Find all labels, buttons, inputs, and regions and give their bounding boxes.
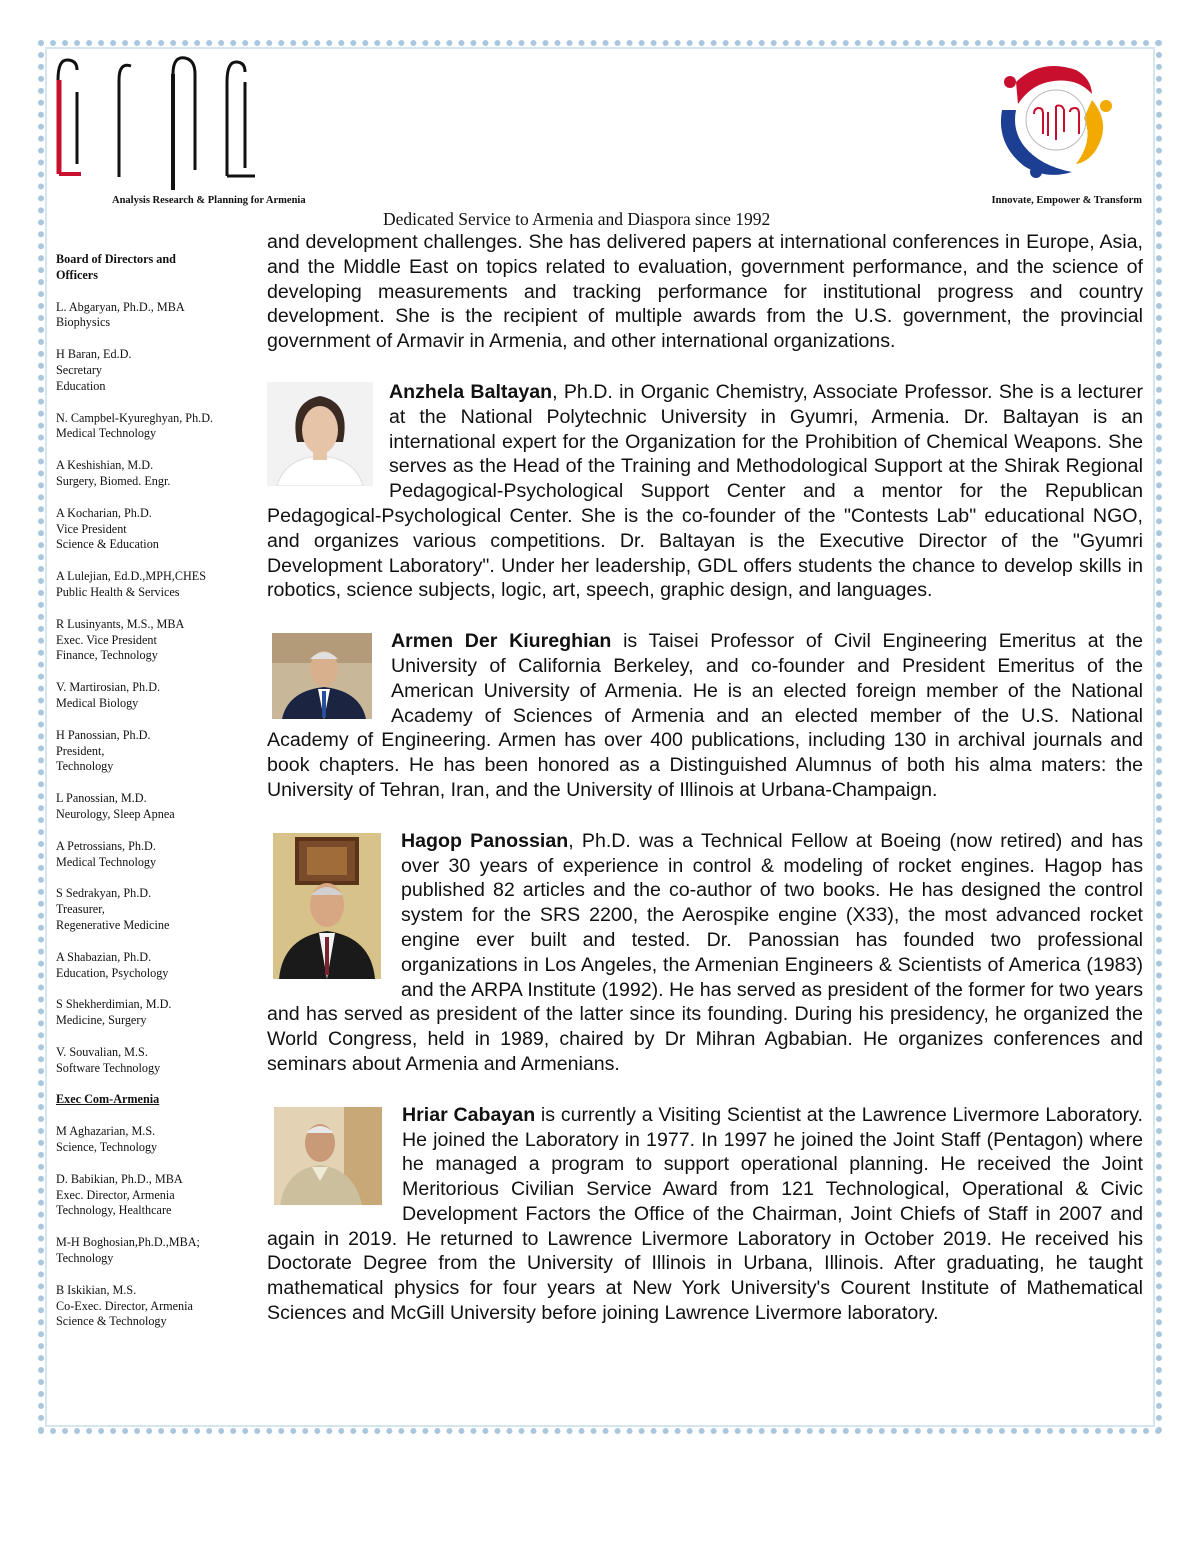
entry-detail: Medicine, Surgery	[56, 1013, 147, 1028]
directory-entry	[56, 1235, 241, 1267]
bio-der-kiureghian	[267, 629, 1143, 803]
directory-entry	[56, 950, 241, 982]
entry-name: R Lusinyants, M.S., MBA	[56, 616, 185, 631]
bio-baltayan	[267, 380, 1143, 603]
directory-entry	[56, 680, 241, 712]
portrait-photo-icon	[273, 833, 381, 979]
bio-name: Anzhela Baltayan	[389, 380, 553, 403]
portrait-photo-icon	[267, 382, 373, 486]
portrait-photo-icon	[272, 633, 372, 719]
entry-detail: Education, Psychology	[56, 965, 169, 980]
main-column	[267, 230, 1143, 1326]
entry-detail: Education	[56, 378, 106, 393]
bio-name: Armen Der Kiureghian	[391, 630, 612, 653]
entry-detail: Science, Technology	[56, 1140, 158, 1155]
entry-name: A Keshishian, M.D.	[56, 458, 154, 473]
directory-entry	[56, 411, 241, 443]
entry-name: A Shabazian, Ph.D.	[56, 949, 152, 964]
dedicated-service-line: Dedicated Service to Armenia and Diaspora since 1992	[383, 209, 771, 229]
entry-name: A Kocharian, Ph.D.	[56, 505, 152, 520]
directory-entry	[56, 300, 241, 332]
directory-entry	[56, 1124, 241, 1156]
entry-detail: Medical Biology	[56, 695, 139, 710]
entry-detail: Exec. Vice President	[56, 632, 157, 647]
entry-detail: Science & Education	[56, 537, 159, 552]
entry-detail: Co-Exec. Director, Armenia	[56, 1298, 193, 1313]
portrait-photo-icon	[274, 1107, 382, 1205]
entry-name: S Shekherdimian, M.D.	[56, 997, 172, 1012]
directory-entry	[56, 506, 241, 553]
entry-name: B Iskikian, M.S.	[56, 1282, 137, 1297]
tagline-left: Analysis Research & Planning for Armenia	[112, 195, 306, 206]
entry-name: N. Campbel-Kyureghyan, Ph.D.	[56, 410, 214, 425]
directory-entry	[56, 617, 241, 664]
continued-paragraph: and development challenges. She has delivered papers at international conferences in Europe, Asia, and the Middle East on topics related to evaluation, government performance, and the science of developing measurements and tracking performance for institutional progress and country development. She is the recipient of multiple awards from the U.S. government, the provincial government of Armavir in Armenia, and other international organizations.	[267, 231, 1143, 353]
bio-cabayan	[267, 1103, 1143, 1326]
directory-entry	[56, 839, 241, 871]
directory-entry	[56, 791, 241, 823]
arpa-wordmark-logo-icon	[55, 52, 265, 194]
entry-name: L. Abgaryan, Ph.D., MBA	[56, 299, 185, 314]
entry-detail: Vice President	[56, 521, 127, 536]
entry-detail: Finance, Technology	[56, 648, 158, 663]
bio-text: , Ph.D. in Organic Chemistry, Associate Professor. She is a lecturer at the National Polytechnic University in Gyumri, Armenia. Dr. Baltayan is an international expert for the Organization for the Prohibition of Chemical Weapons. She serves as the Head of the Training and Methodological Support at the Shirak Regional Pedagogical-Psychological Support Center and a mentor for the Republican Pedagogical-Psychological Center. She is the co-founder of the "Contests Lab" educational NGO, and organizes various competitions. Dr. Baltayan is the Executive Director of the "Gyumri Development Laboratory". Under her leadership, GDL offers students the chance to develop skills in robotics, science subjects, logic, art, speech, graphic design, and languages.	[267, 380, 1143, 602]
entry-detail: Medical Technology	[56, 854, 157, 869]
bio-name: Hriar Cabayan	[402, 1103, 536, 1126]
arpa-circular-logo-icon	[996, 60, 1116, 180]
entry-detail: Exec. Director, Armenia	[56, 1187, 175, 1202]
entry-detail: Technology	[56, 759, 114, 774]
bio-panossian	[267, 829, 1143, 1077]
entry-name: V. Souvalian, M.S.	[56, 1044, 148, 1059]
entry-name: A Lulejian, Ed.D.,MPH,CHES	[56, 569, 206, 584]
sidebar-directory	[56, 252, 241, 1346]
entry-name: H Panossian, Ph.D.	[56, 727, 151, 742]
entry-detail: Technology	[56, 1251, 114, 1266]
entry-name: S Sedrakyan, Ph.D.	[56, 886, 152, 901]
entry-detail: Biophysics	[56, 315, 111, 330]
board-list	[56, 300, 241, 1077]
bio-text: is currently a Visiting Scientist at the Lawrence Livermore Laboratory. He joined the Laboratory in 1977. In 1997 he joined the Joint Staff (Pentagon) where he managed a program to support operational planning. He received the Joint Meritorious Civilian Service Award from 121 Technological, Operational & Civic Development Factors the Office of the Chairman, Joint Chiefs of Staff in 2007 and again in 2019. He returned to Lawrence Livermore Laboratory in October 2019. He received his Doctorate Degree from the University of Illinois in Urbana, Illinois. After graduating, he taught mathematical physics for four years at New York University's Courent Institute of Mathematical Sciences and McGill University before joining Lawrence Livermore laboratory.	[267, 1103, 1143, 1325]
entry-name: H Baran, Ed.D.	[56, 347, 132, 362]
directory-entry	[56, 347, 241, 394]
directory-entry	[56, 1283, 241, 1330]
board-heading: Board of Directors and Officers	[56, 252, 176, 282]
entry-detail: Surgery, Biomed. Engr.	[56, 473, 171, 488]
entry-detail: Treasurer,	[56, 902, 105, 917]
entry-detail: Technology, Healthcare	[56, 1203, 172, 1218]
exec-heading: Exec Com-Armenia	[56, 1092, 160, 1107]
directory-entry	[56, 728, 241, 775]
directory-entry	[56, 458, 241, 490]
entry-name: M-H Boghosian,Ph.D.,MBA;	[56, 1235, 200, 1250]
entry-detail: Public Health & Services	[56, 584, 180, 599]
directory-entry	[56, 1172, 241, 1219]
entry-name: V. Martirosian, Ph.D.	[56, 680, 161, 695]
entry-detail: President,	[56, 743, 105, 758]
tagline-right: Innovate, Empower & Transform	[991, 195, 1142, 206]
entry-detail: Secretary	[56, 362, 103, 377]
entry-name: A Petrossians, Ph.D.	[56, 838, 156, 853]
entry-detail: Medical Technology	[56, 426, 157, 441]
entry-detail: Neurology, Sleep Apnea	[56, 806, 175, 821]
entry-detail: Regenerative Medicine	[56, 917, 170, 932]
directory-entry	[56, 569, 241, 601]
bio-name: Hagop Panossian	[401, 829, 569, 852]
entry-detail: Software Technology	[56, 1060, 161, 1075]
entry-name: L Panossian, M.D.	[56, 791, 147, 806]
directory-entry	[56, 1045, 241, 1077]
entry-name: M Aghazarian, M.S.	[56, 1124, 156, 1139]
exec-list	[56, 1124, 241, 1330]
bio-text: , Ph.D. was a Technical Fellow at Boeing (now retired) and has over 30 years of experience in control & modeling of rocket engines. Hagop has published 82 articles and the co-author of two books. He has designed the control system for the SRS 2200, the Aerospike engine (X33), the most advanced rocket engine ever built and tested. Dr. Panossian has founded two professional organizations in Los Angeles, the Armenian Engineers & Scientists of America (1983) and the ARPA Institute (1992). He has served as president of the former for two years and has served as president of the latter since its founding. During his presidency, he organized the World Congress, held in 1989, chaired by Dr Mihran Agbabian. He organizes conferences and seminars about Armenia and Armenians.	[267, 829, 1144, 1075]
entry-name: D. Babikian, Ph.D., MBA	[56, 1171, 183, 1186]
entry-detail: Science & Technology	[56, 1314, 167, 1329]
directory-entry	[56, 886, 241, 933]
directory-entry	[56, 997, 241, 1029]
bio-text: is Taisei Professor of Civil Engineering Emeritus at the University of California Berkeley, and co-founder and President Emeritus of the American University of Armenia. He is an elected foreign member of the National Academy of Sciences of Armenia and an elected member of the U.S. National Academy of Engineering. Armen has over 400 publications, including 130 in archival journals and book chapters. He has been honored as a Distinguished Alumnus of both his alma maters: the University of Tehran, Iran, and the University of Illinois at Urbana-Champaign.	[267, 630, 1143, 801]
